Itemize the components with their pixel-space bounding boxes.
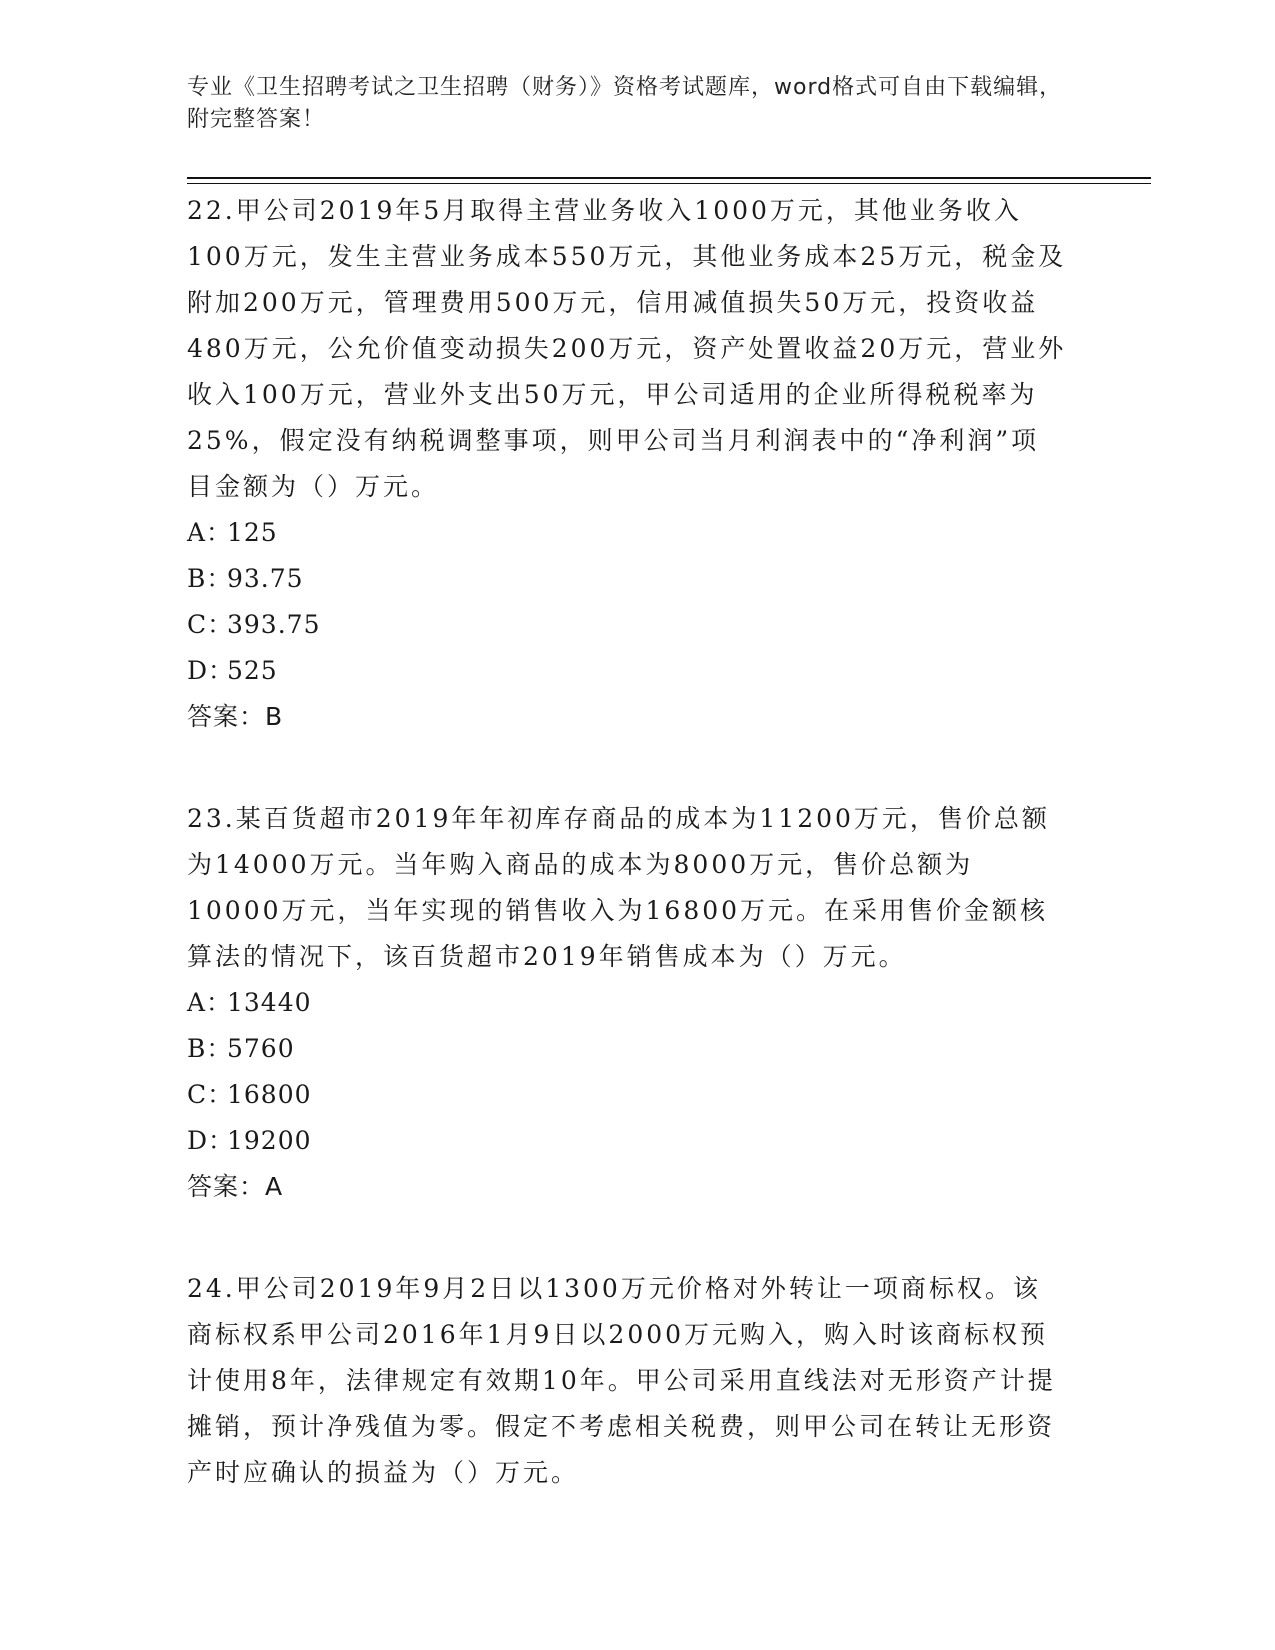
option-b bbox=[187, 1026, 1067, 1072]
option-label: D： bbox=[187, 1126, 235, 1155]
answer-line: 答案：A bbox=[187, 1172, 284, 1201]
option-b bbox=[187, 556, 1067, 602]
option-label: A： bbox=[187, 988, 233, 1017]
option-c bbox=[187, 1072, 1067, 1118]
option-value: 125 bbox=[227, 518, 278, 547]
header-rule-thin bbox=[187, 183, 1151, 184]
question-23 bbox=[187, 796, 1067, 1210]
option-value: 13440 bbox=[227, 988, 312, 1017]
option-c bbox=[187, 602, 1067, 648]
option-label: C： bbox=[187, 610, 234, 639]
option-d bbox=[187, 648, 1067, 694]
page-header: 专业《卫生招聘考试之卫生招聘（财务）》资格考试题库，word格式可自由下载编辑，附完整答案！ bbox=[187, 75, 1063, 132]
option-label: D： bbox=[187, 656, 235, 685]
header-rule-thick bbox=[187, 177, 1151, 179]
option-d bbox=[187, 1118, 1067, 1164]
question-text: 23.某百货超市2019年年初库存商品的成本为11200万元，售价总额为14000万元。当年购入商品的成本为8000万元，售价总额为10000万元，当年实现的销售收入为16800万元。在采用售价金额核算法的情况下，该百货超市2019年销售成本为（）万元。 bbox=[187, 804, 1050, 971]
question-text: 24.甲公司2019年9月2日以1300万元价格对外转让一项商标权。该商标权系甲公司2016年1月9日以2000万元购入，购入时该商标权预计使用8年，法律规定有效期10年。甲公司采用直线法对无形资产计提摊销，预计净残值为零。假定不考虑相关税费，则甲公司在转让无形资产时应确认的损益为（）万元。 bbox=[187, 1274, 1056, 1487]
option-value: 19200 bbox=[227, 1126, 312, 1155]
question-22 bbox=[187, 188, 1067, 740]
answer-line: 答案：B bbox=[187, 702, 284, 731]
question-24 bbox=[187, 1266, 1067, 1496]
option-value: 93.75 bbox=[227, 564, 304, 593]
question-text: 22.甲公司2019年5月取得主营业务收入1000万元，其他业务收入100万元，发生主营业务成本550万元，其他业务成本25万元，税金及附加200万元，管理费用500万元，信用减值损失50万元，投资收益480万元，公允价值变动损失200万元，资产处置收益20万元，营业外收入100万元，营业外支出50万元，甲公司适用的企业所得税税率为25%，假定没有纳税调整事项，则甲公司当月利润表中的“净利润”项目金额为（）万元。 bbox=[187, 196, 1067, 501]
option-label: A： bbox=[187, 518, 233, 547]
option-label: C： bbox=[187, 1080, 234, 1109]
option-a bbox=[187, 510, 1067, 556]
option-value: 525 bbox=[227, 656, 278, 685]
option-label: B： bbox=[187, 1034, 233, 1063]
spacer bbox=[187, 1210, 1067, 1266]
option-value: 5760 bbox=[227, 1034, 295, 1063]
option-value: 16800 bbox=[227, 1080, 312, 1109]
option-a bbox=[187, 980, 1067, 1026]
spacer bbox=[187, 740, 1067, 796]
option-value: 393.75 bbox=[227, 610, 321, 639]
option-label: B： bbox=[187, 564, 233, 593]
question-list bbox=[187, 188, 1067, 1496]
